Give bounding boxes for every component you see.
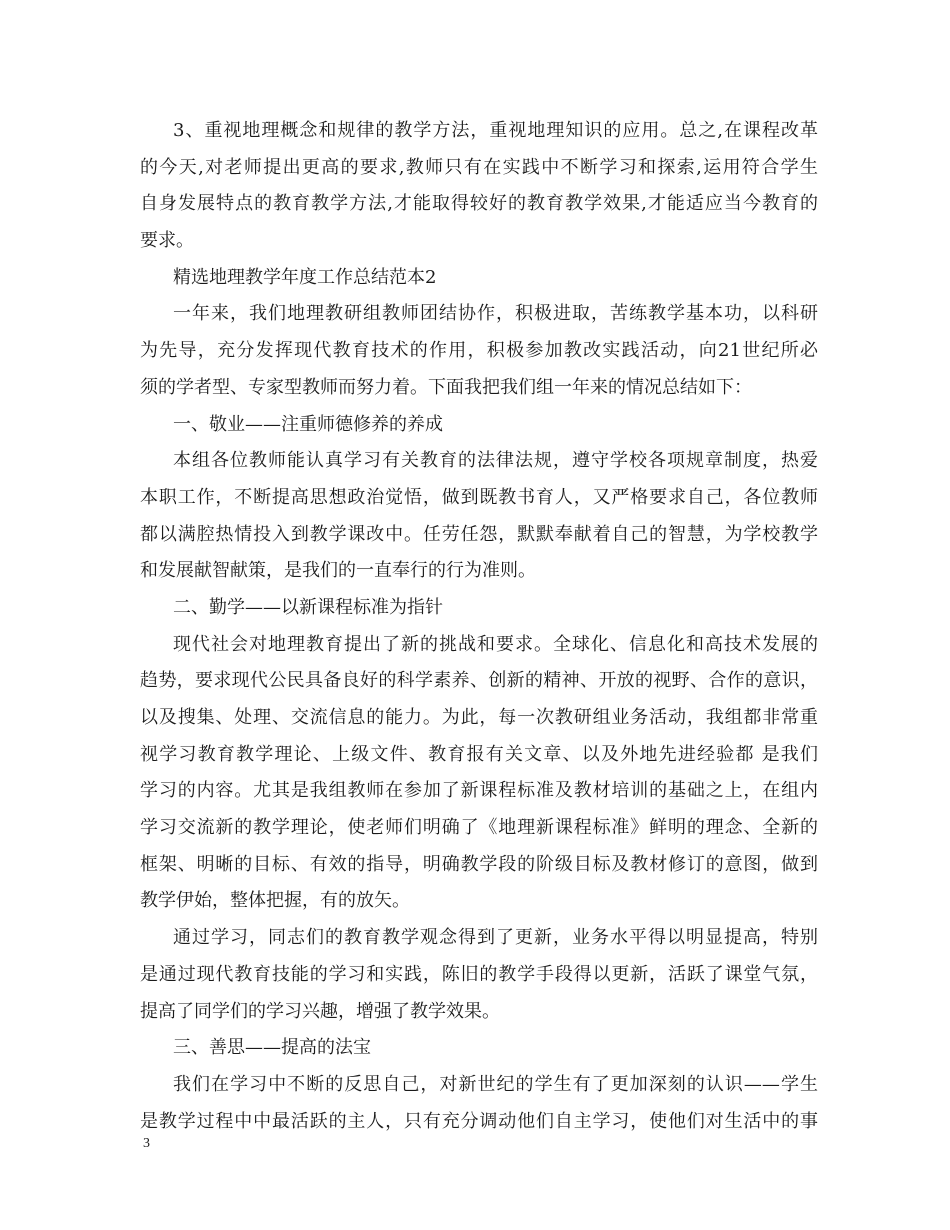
paragraph-line: 的今天,对老师提出更高的要求,教师只有在实践中不断学习和探索,运用符合学生 — [140, 156, 818, 178]
section-heading: 一、敬业——注重师德修养的养成 — [173, 413, 443, 435]
paragraph-line: 是通过现代教育技能的学习和实践，陈旧的教学手段得以更新，活跃了课堂气氛， — [140, 963, 818, 985]
paragraph-line: 本职工作，不断提高思想政治觉悟，做到既教书育人，又严格要求自己，各位教师 — [140, 486, 818, 508]
page-number: 3 — [143, 1136, 150, 1151]
paragraph-line: 现代社会对地理教育提出了新的挑战和要求。全球化、信息化和高技术发展的 — [173, 633, 818, 655]
paragraph-line: 自身发展特点的教育教学方法,才能取得较好的教育教学效果,才能适应当今教育的 — [140, 193, 818, 215]
section-heading: 三、善思——提高的法宝 — [173, 1037, 371, 1059]
paragraph-line: 须的学者型、专家型教师而努力着。下面我把我们组一年来的情况总结如下： — [140, 376, 752, 398]
paragraph-line: 为先导，充分发挥现代教育技术的作用，积极参加教改实践活动，向21世纪所必 — [140, 340, 818, 362]
paragraph-line: 学习交流新的教学理论，使老师们明确了《地理新课程标准》鲜明的理念、全新的 — [140, 817, 818, 839]
paragraph-line: 要求。 — [140, 230, 194, 252]
paragraph-line: 趋势，要求现代公民具备良好的科学素养、创新的精神、开放的视野、合作的意识， — [140, 670, 818, 692]
paragraph-line: 我们在学习中不断的反思自己，对新世纪的学生有了更加深刻的认识——学生 — [173, 1073, 818, 1095]
paragraph-line: 都以满腔热情投入到教学课改中。任劳任怨，默默奉献着自己的智慧，为学校教学 — [140, 523, 818, 545]
paragraph-line: 和发展献智献策，是我们的一直奉行的行为准则。 — [140, 560, 536, 582]
section-title: 精选地理教学年度工作总结范本2 — [173, 266, 437, 288]
paragraph-line: 3、重视地理概念和规律的教学方法，重视地理知识的应用。总之,在课程改革 — [173, 120, 818, 141]
paragraph-line: 通过学习，同志们的教育教学观念得到了更新，业务水平得以明显提高，特别 — [173, 927, 818, 949]
paragraph-line: 视学习教育教学理论、上级文件、教育报有关文章、以及外地先进经验都 是我们 — [140, 743, 818, 765]
paragraph-line: 是教学过程中中最活跃的主人，只有充分调动他们自主学习，使他们对生活中的事 — [140, 1110, 818, 1132]
paragraph-line: 框架、明晰的目标、有效的指导，明确教学段的阶级目标及教材修订的意图，做到 — [140, 853, 818, 875]
paragraph-line: 一年来，我们地理教研组教师团结协作，积极进取，苦练教学基本功，以科研 — [173, 303, 818, 325]
paragraph-line: 学习的内容。尤其是我组教师在参加了新课程标准及教材培训的基础之上，在组内 — [140, 780, 818, 802]
paragraph-line: 以及搜集、处理、交流信息的能力。为此，每一次教研组业务活动，我组都非常重 — [140, 707, 818, 728]
document-body — [140, 113, 818, 1140]
paragraph-line: 提高了同学们的学习兴趣，增强了教学效果。 — [140, 1000, 500, 1022]
paragraph-line: 教学伊始，整体把握，有的放矢。 — [140, 890, 410, 912]
section-heading: 二、勤学——以新课程标准为指针 — [173, 596, 443, 618]
paragraph-line: 本组各位教师能认真学习有关教育的法律法规，遵守学校各项规章制度，热爱 — [173, 450, 818, 472]
